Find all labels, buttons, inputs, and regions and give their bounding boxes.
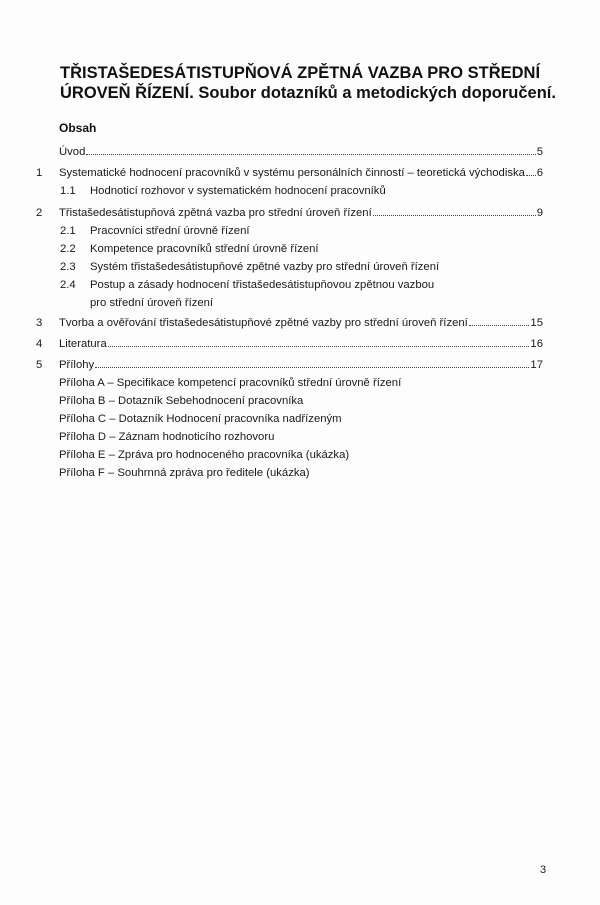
toc-entry-label: Úvod (59, 146, 86, 158)
toc-entry-page: 9 (536, 207, 543, 219)
toc-entry-appendix-a[interactable] (59, 377, 401, 389)
toc-entry-label: Literatura (59, 338, 107, 350)
toc-leader-dots (86, 153, 535, 155)
toc-leader-dots (95, 366, 529, 368)
toc-entry-chapter-2[interactable] (59, 207, 543, 219)
toc-entry-label: Systém třistašedesátistupňové zpětné vazby pro střední úroveň řízení (90, 261, 440, 273)
toc-entry-appendix-d[interactable] (59, 431, 274, 443)
toc-entry-label: Hodnoticí rozhovor v systematickém hodnocení pracovníků (90, 185, 386, 197)
toc-heading: Obsah (59, 121, 97, 135)
toc-entry-number: 1.1 (60, 185, 76, 197)
title-line-1: TŘISTAŠEDESÁTISTUPŇOVÁ ZPĚTNÁ VAZBA PRO STŘEDNÍ (60, 64, 541, 82)
toc-entry-number: 2.4 (60, 279, 76, 291)
toc-entry-label: Postup a zásady hodnocení třistašedesátistupňovou zpětnou vazbou (90, 279, 435, 291)
toc-entry-label: pro střední úroveň řízení (90, 297, 214, 309)
toc-entry-number: 2.3 (60, 261, 76, 273)
toc-entry-appendix-c[interactable] (59, 413, 342, 425)
toc-entry-label: Třistašedesátistupňová zpětná vazba pro střední úroveň řízení (59, 207, 372, 219)
toc-entry-label: Přílohy (59, 359, 95, 371)
toc-entry-number: 2.1 (60, 225, 76, 237)
toc-entry-label: Systematické hodnocení pracovníků v systému personálních činností – teoretická východiska (59, 167, 525, 179)
toc-leader-dots (373, 214, 536, 216)
toc-entry-page: 5 (536, 146, 543, 158)
toc-entry-chapter-1[interactable] (59, 167, 543, 179)
toc-entry-appendix-f[interactable] (59, 467, 310, 479)
toc-entry-section-2-1[interactable] (90, 225, 250, 237)
toc-entry-section-2-2[interactable] (90, 243, 319, 255)
toc-entry-label: Příloha F – Souhrnná zpráva pro ředitele (ukázka) (59, 467, 310, 479)
toc-entry-label: Příloha D – Záznam hodnoticího rozhovoru (59, 431, 275, 443)
page-number: 3 (540, 864, 547, 876)
toc-entry-number: 2 (36, 207, 43, 219)
toc-entry-label: Kompetence pracovníků střední úrovně řízení (90, 243, 319, 255)
toc-entry-page: 15 (530, 317, 543, 329)
toc-entry-uvod[interactable] (59, 146, 543, 158)
toc-entry-page: 16 (530, 338, 543, 350)
toc-entry-section-2-4-continued[interactable] (90, 297, 213, 309)
toc-entry-number: 4 (36, 338, 43, 350)
toc-entry-number: 5 (36, 359, 43, 371)
toc-entry-chapter-5[interactable] (59, 359, 543, 371)
toc-entry-number: 3 (36, 317, 43, 329)
toc-entry-page: 6 (536, 167, 543, 179)
toc-entry-label: Tvorba a ověřování třistašedesátistupňové zpětné vazby pro střední úroveň řízení (59, 317, 468, 329)
title-line-2: ÚROVEŇ ŘÍZENÍ. Soubor dotazníků a metodických doporučení. (60, 84, 556, 102)
toc-entry-label: Příloha A – Specifikace kompetencí pracovníků střední úrovně řízení (59, 377, 402, 389)
toc-entry-label: Příloha C – Dotazník Hodnocení pracovníka nadřízeným (59, 413, 342, 425)
toc-entry-section-2-4[interactable] (90, 279, 434, 291)
toc-entry-label: Příloha E – Zpráva pro hodnoceného pracovníka (ukázka) (59, 449, 350, 461)
toc-entry-section-2-3[interactable] (90, 261, 439, 273)
document-title (60, 63, 560, 103)
toc-entry-label: Pracovníci střední úrovně řízení (90, 225, 250, 237)
toc-entry-appendix-e[interactable] (59, 449, 349, 461)
toc-leader-dots (526, 174, 536, 176)
toc-entry-number: 2.2 (60, 243, 76, 255)
toc-entry-page: 17 (530, 359, 543, 371)
toc-entry-number: 1 (36, 167, 43, 179)
toc-leader-dots (108, 345, 530, 347)
toc-entry-appendix-b[interactable] (59, 395, 303, 407)
toc-entry-chapter-4[interactable] (59, 338, 543, 350)
toc-entry-label: Příloha B – Dotazník Sebehodnocení pracovníka (59, 395, 304, 407)
toc-entry-section-1-1[interactable] (90, 185, 386, 197)
toc-leader-dots (469, 324, 530, 326)
toc-entry-chapter-3[interactable] (59, 317, 543, 329)
